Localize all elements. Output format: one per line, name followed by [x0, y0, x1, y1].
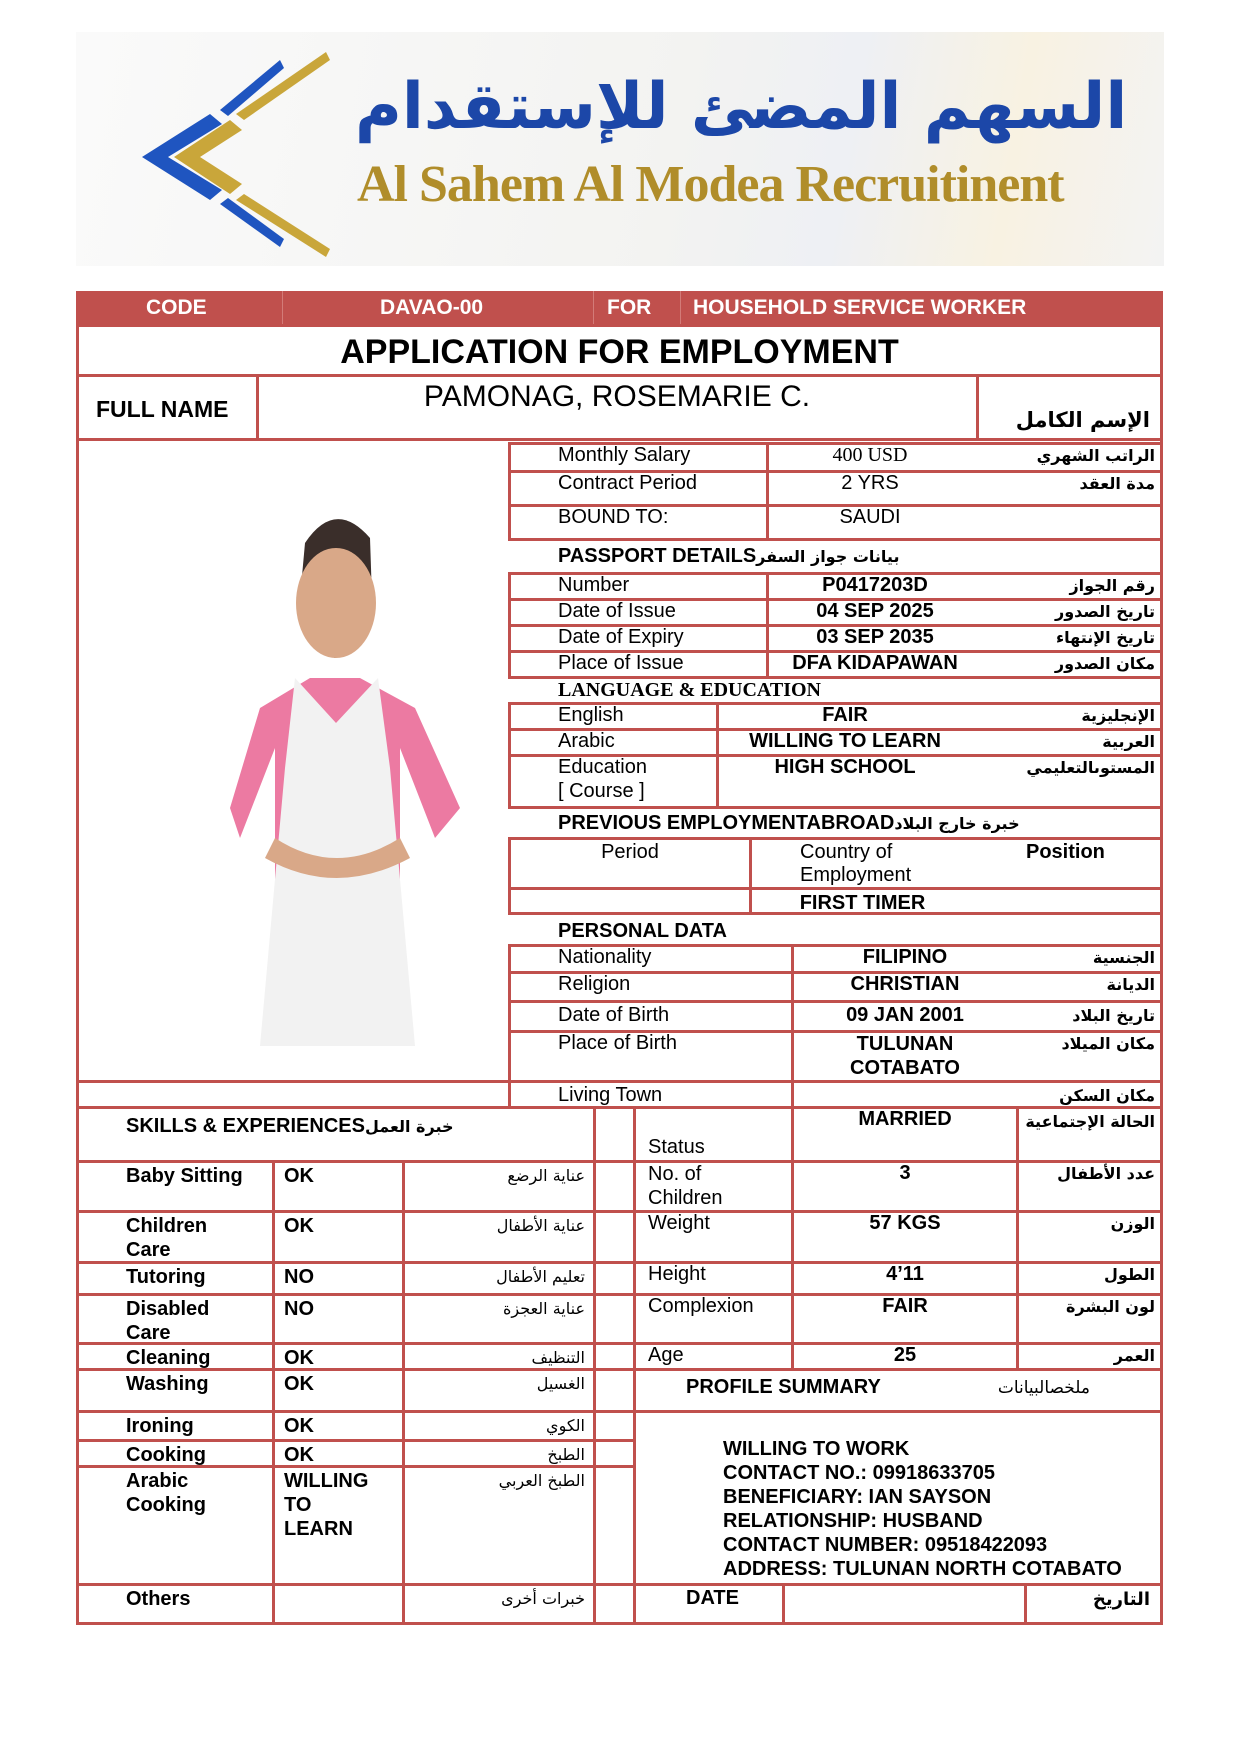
table-border: [76, 1160, 633, 1163]
education-course-label: [ Course ]: [558, 780, 645, 802]
personal-field-label: Age: [648, 1344, 684, 1366]
passport-heading: [558, 545, 899, 568]
table-border: [791, 944, 794, 1106]
personal-field-label-ar: مكان الميلاد: [1061, 1034, 1155, 1053]
table-border: [508, 442, 511, 538]
personal-field-label-ar: الحالة الإجتماعية: [1025, 1112, 1155, 1131]
code-value: DAVAO-00: [380, 296, 484, 319]
skill-value: WILLING TO LEARN: [284, 1470, 369, 1540]
skills-heading-text: SKILLS & EXPERIENCES: [126, 1115, 365, 1137]
passport-field-label-ar: رقم الجواز: [1069, 576, 1155, 595]
personal-field-label-ar: الطول: [1104, 1265, 1155, 1284]
summary-line: CONTACT NUMBER: 09518422093: [723, 1534, 1048, 1556]
table-border: [1024, 1583, 1027, 1622]
table-border: [76, 374, 1163, 377]
position-applied: HOUSEHOLD SERVICE WORKER: [693, 296, 1027, 319]
personal-field-value: MARRIED: [858, 1108, 952, 1130]
profile-summary-heading: PROFILE SUMMARY: [686, 1376, 881, 1398]
personal-field-label: Complexion: [648, 1295, 754, 1317]
personal-field-label: Place of Birth: [558, 1032, 677, 1054]
table-border: [1160, 324, 1163, 1625]
passport-field-value: P0417203D: [822, 574, 928, 596]
personal-field-value: TULUNAN COTABATO: [850, 1033, 960, 1079]
date-label: DATE: [686, 1587, 739, 1609]
skill-value: OK: [284, 1347, 314, 1369]
personal-field-label: Weight: [648, 1212, 710, 1234]
table-border: [508, 538, 1163, 541]
skill-value: OK: [284, 1373, 314, 1395]
company-name-english: Al Sahem Al Modea Recruitinent: [357, 156, 1064, 213]
skill-label-ar: الطبخ العربي: [498, 1471, 585, 1490]
personal-field-label: Religion: [558, 973, 631, 995]
language-field-value: WILLING TO LEARN: [749, 730, 941, 752]
skill-value: OK: [284, 1215, 314, 1237]
summary-line: CONTACT NO.: 09918633705: [723, 1462, 995, 1484]
for-label: FOR: [607, 296, 652, 319]
language-field-value: HIGH SCHOOL: [774, 756, 916, 778]
passport-field-value: DFA KIDAPAWAN: [792, 652, 958, 674]
language-field-label-ar: المستوىالتعليمي: [1026, 758, 1155, 777]
job-field-value: 400 USD: [832, 444, 908, 466]
skill-value: OK: [284, 1165, 314, 1187]
table-border: [508, 1080, 1163, 1083]
table-border: [782, 1583, 785, 1622]
passport-heading-text: PASSPORT DETAILS: [558, 545, 757, 567]
code-label: CODE: [146, 296, 207, 319]
personal-field-label-ar: الوزن: [1110, 1214, 1155, 1233]
personal-field-label-ar: الجنسية: [1092, 948, 1155, 967]
skill-label: Cleaning: [126, 1347, 211, 1369]
table-border: [508, 837, 1163, 840]
skill-label: Washing: [126, 1373, 209, 1395]
skill-label: Ironing: [126, 1415, 194, 1437]
job-field-label: Monthly Salary: [558, 444, 691, 466]
personal-field-label-ar: لون البشرة: [1066, 1297, 1155, 1316]
passport-field-label: Date of Issue: [558, 600, 676, 622]
table-border: [766, 442, 769, 538]
table-border: [402, 1160, 405, 1622]
skills-heading: [126, 1115, 454, 1138]
skill-label-ar: الكوي: [546, 1416, 585, 1435]
col-period: Period: [601, 841, 659, 863]
table-border: [791, 1106, 794, 1368]
full-name-value: PAMONAG, ROSEMARIE C.: [423, 380, 811, 413]
language-field-label: Education: [558, 756, 647, 778]
personal-field-label: Status: [648, 1136, 705, 1158]
date-value-field[interactable]: [786, 1585, 1021, 1609]
skill-label-ar: التنظيف: [531, 1348, 585, 1367]
personal-field-value: 57 KGS: [869, 1212, 941, 1234]
passport-field-label-ar: تاريخ الصدور: [1055, 602, 1155, 621]
skill-label: Tutoring: [126, 1266, 206, 1288]
personal-field-value: 4’11: [886, 1263, 924, 1285]
table-border: [1016, 1106, 1019, 1368]
job-field-label: BOUND TO:: [558, 506, 669, 528]
applicant-photo: [200, 498, 470, 1046]
personal-field-label: Nationality: [558, 946, 652, 968]
table-border: [633, 1368, 1163, 1371]
full-name-label-ar: الإسم الكامل: [1015, 408, 1150, 432]
personal-field-value: FILIPINO: [862, 946, 948, 968]
skill-label: Arabic Cooking: [126, 1470, 206, 1516]
summary-line: ADDRESS: TULUNAN NORTH COTABATO: [723, 1558, 1122, 1580]
table-border: [633, 1410, 1163, 1413]
personal-field-label-ar: تاريخ البلاد: [1072, 1006, 1155, 1025]
previous-employment-heading-text: PREVIOUS EMPLOYMENTABROAD: [558, 812, 895, 834]
personal-field-value: 09 JAN 2001: [846, 1004, 964, 1026]
table-border: [508, 572, 511, 676]
skill-label-ar: عناية الرضع: [507, 1166, 585, 1185]
job-field-label-ar: الراتب الشهري: [1036, 446, 1155, 465]
summary-line: BENEFICIARY: IAN SAYSON: [723, 1486, 992, 1508]
skill-label-ar: الغسيل: [536, 1374, 585, 1393]
skills-heading-ar: خبرة العمل: [364, 1117, 454, 1136]
language-field-value: FAIR: [822, 704, 868, 726]
personal-data-heading: PERSONAL DATA: [558, 920, 727, 942]
skill-value: NO: [284, 1298, 314, 1320]
job-field-value: SAUDI: [839, 506, 901, 528]
skill-label-ar: خبرات أخرى: [501, 1589, 585, 1608]
skill-label: Baby Sitting: [126, 1165, 243, 1187]
personal-field-label: No. of Children: [648, 1163, 723, 1209]
table-border: [508, 944, 511, 1106]
skill-value: OK: [284, 1415, 314, 1437]
previous-employment-heading: [558, 812, 1020, 835]
table-border: [508, 1000, 1163, 1003]
personal-field-value: 3: [899, 1162, 911, 1184]
job-field-value: 2 YRS: [841, 472, 899, 494]
job-field-label-ar: مدة العقد: [1079, 474, 1155, 493]
passport-field-value: 03 SEP 2035: [816, 626, 934, 648]
table-border: [272, 1160, 275, 1622]
passport-field-label: Date of Expiry: [558, 626, 684, 648]
skill-label: Disabled Care: [126, 1298, 210, 1344]
job-field-label: Contract Period: [558, 472, 697, 494]
table-border: [593, 1106, 596, 1622]
table-border: [76, 1293, 633, 1296]
personal-field-label: Date of Birth: [558, 1004, 670, 1026]
date-label-ar: التاريخ: [1092, 1589, 1150, 1610]
skill-label: Children Care: [126, 1215, 208, 1261]
skill-label-ar: عناية الأطفال: [496, 1216, 585, 1235]
table-border: [76, 438, 1163, 441]
skill-label-ar: عناية العجزة: [503, 1299, 585, 1318]
passport-field-value: 04 SEP 2025: [816, 600, 934, 622]
table-border: [766, 572, 769, 676]
table-border: [508, 702, 511, 806]
language-field-label: Arabic: [558, 730, 615, 752]
table-border: [716, 702, 719, 806]
passport-field-label-ar: مكان الصدور: [1054, 654, 1155, 673]
skill-value: NO: [284, 1266, 314, 1288]
table-border: [633, 1106, 636, 1622]
table-border: [76, 1439, 633, 1442]
personal-field-label: Height: [648, 1263, 706, 1285]
col-country: Country of Employment: [800, 841, 912, 886]
personal-field-label-ar: عدد الأطفال: [1057, 1164, 1155, 1183]
language-field-label: English: [558, 704, 624, 726]
table-border: [76, 1410, 633, 1413]
summary-line: RELATIONSHIP: HUSBAND: [723, 1510, 983, 1532]
previous-employment-value: FIRST TIMER: [799, 892, 926, 914]
table-border: [76, 1622, 1163, 1625]
profile-summary-text: [723, 1437, 1122, 1581]
previous-employment-heading-ar: خبرة خارج البلاد: [894, 814, 1020, 833]
table-border: [76, 1080, 508, 1083]
skill-label-ar: تعليم الأطفال: [496, 1267, 585, 1286]
passport-field-label: Place of Issue: [558, 652, 684, 674]
profile-summary-heading-ar: ملخصالبيانات: [997, 1378, 1090, 1398]
language-field-label-ar: الإنجليزية: [1081, 706, 1155, 725]
summary-line: WILLING TO WORK: [723, 1438, 910, 1460]
col-position: Position: [1026, 841, 1105, 863]
language-field-label-ar: العربية: [1102, 732, 1155, 751]
personal-field-label-ar: الديانة: [1106, 975, 1155, 994]
personal-field-label-ar: العمر: [1113, 1346, 1155, 1365]
personal-field-value: 25: [893, 1344, 917, 1366]
skill-label: Others: [126, 1588, 191, 1610]
table-border: [76, 324, 1163, 327]
company-name-arabic: السهم المضئ للإستقدام: [355, 70, 1128, 144]
passport-heading-ar: بيانات جواز السفر: [756, 547, 900, 566]
company-logo-icon: [130, 52, 360, 257]
table-border: [976, 374, 979, 438]
page-title: APPLICATION FOR EMPLOYMENT: [340, 333, 899, 371]
passport-field-label: Number: [558, 574, 630, 596]
personal-field-label-ar: مكان السكن: [1059, 1086, 1155, 1105]
table-border: [508, 887, 1163, 890]
skill-value: OK: [284, 1444, 314, 1466]
table-border: [76, 1210, 633, 1213]
full-name-label: FULL NAME: [96, 396, 229, 422]
table-border: [508, 806, 1163, 809]
passport-field-label-ar: تاريخ الإنتهاء: [1055, 628, 1155, 647]
personal-field-value: CHRISTIAN: [850, 973, 960, 995]
skill-label: Cooking: [126, 1444, 206, 1466]
personal-field-value: FAIR: [882, 1295, 928, 1317]
language-heading: LANGUAGE & EDUCATION: [558, 679, 821, 701]
personal-field-label: Living Town: [558, 1084, 663, 1106]
skill-label-ar: الطبخ: [547, 1445, 585, 1464]
table-border: [76, 324, 79, 1625]
